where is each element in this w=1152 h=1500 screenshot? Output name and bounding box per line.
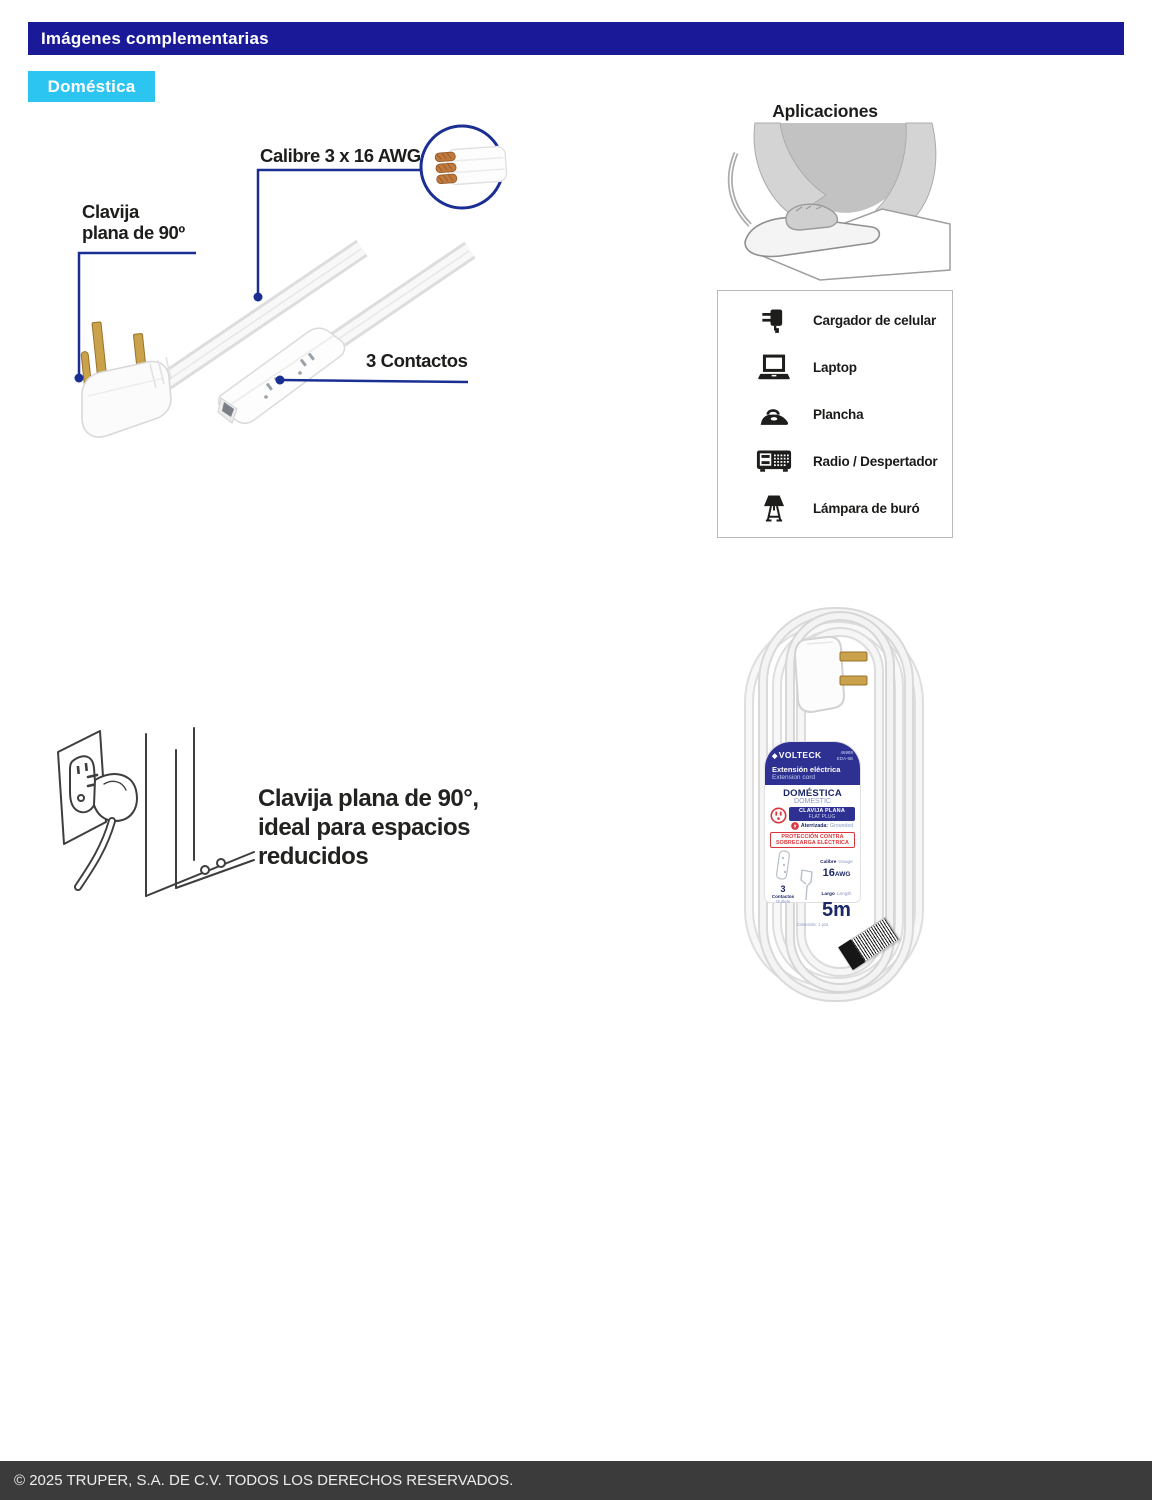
section-header: Imágenes complementarias <box>28 22 1124 55</box>
application-item <box>751 392 952 436</box>
category-tag: Doméstica <box>28 71 155 102</box>
callout-clavija: Clavija plana de 90º <box>82 201 185 243</box>
coil-plug <box>795 637 867 712</box>
protection-box: PROTECCIÓN CONTRA SOBRECARGA ELÉCTRICA <box>770 832 855 848</box>
label-title-en: Extension cord <box>772 774 815 781</box>
product-label <box>765 742 860 928</box>
applications-box <box>717 290 953 538</box>
grounded-row: Aterrizada: Grounded <box>789 822 855 830</box>
application-label: Cargador de celular <box>813 312 936 328</box>
application-label: Radio / Despertador <box>813 453 938 469</box>
application-label: Lámpara de buró <box>813 500 920 516</box>
lightning-icon <box>791 822 799 830</box>
label-plug-sketch <box>798 868 816 902</box>
footer-copyright: © 2025 TRUPER, S.A. DE C.V. TODOS LOS DERECHOS RESERVADOS. <box>0 1461 1152 1500</box>
outlets-count-block: 3 Contactos Outlets <box>770 850 796 920</box>
brand-logo: ◆VOLTECK <box>772 750 822 760</box>
application-label: Laptop <box>813 359 857 375</box>
radio-icon <box>751 441 797 481</box>
callout-calibre: Calibre 3 x 16 AWG <box>260 145 421 166</box>
callout-contactos: 3 Contactos <box>366 350 468 371</box>
ironing-illustration <box>700 123 950 291</box>
label-content-line: Contenido: 1 pza <box>796 922 829 928</box>
application-item <box>751 439 952 483</box>
application-item <box>751 298 952 342</box>
application-item <box>751 345 952 389</box>
application-item <box>751 486 952 530</box>
label-header <box>765 742 860 785</box>
label-body <box>765 785 860 929</box>
flat-plug-illustration <box>78 318 171 437</box>
desk-lamp-icon <box>751 488 797 528</box>
label-category-en: DOMESTIC <box>794 798 831 805</box>
laptop-icon <box>751 347 797 387</box>
product-codes: 46989 EDA-5B <box>836 750 853 761</box>
cable-cross-section-inset <box>421 126 507 208</box>
product-photo <box>735 600 945 1020</box>
label-category-es: DOMÉSTICA <box>783 788 842 799</box>
feature-text: Clavija plana de 90°, ideal para espacios reducidos <box>258 785 479 870</box>
application-label: Plancha <box>813 406 864 422</box>
applications-title: Aplicaciones <box>772 101 878 121</box>
plug-type-chip: CLAVIJA PLANA FLAT PLUG <box>789 807 855 821</box>
phone-charger-icon <box>751 300 797 340</box>
outlet-strip-sketch <box>776 850 790 880</box>
label-title-es: Extensión eléctrica <box>772 765 841 774</box>
specs-block: Calibre Gauge 16AWG Largo Length 5m <box>820 860 853 922</box>
outlet-icon <box>770 807 787 824</box>
volteck-diamond-icon: ◆ <box>772 753 778 760</box>
iron-icon <box>751 394 797 434</box>
